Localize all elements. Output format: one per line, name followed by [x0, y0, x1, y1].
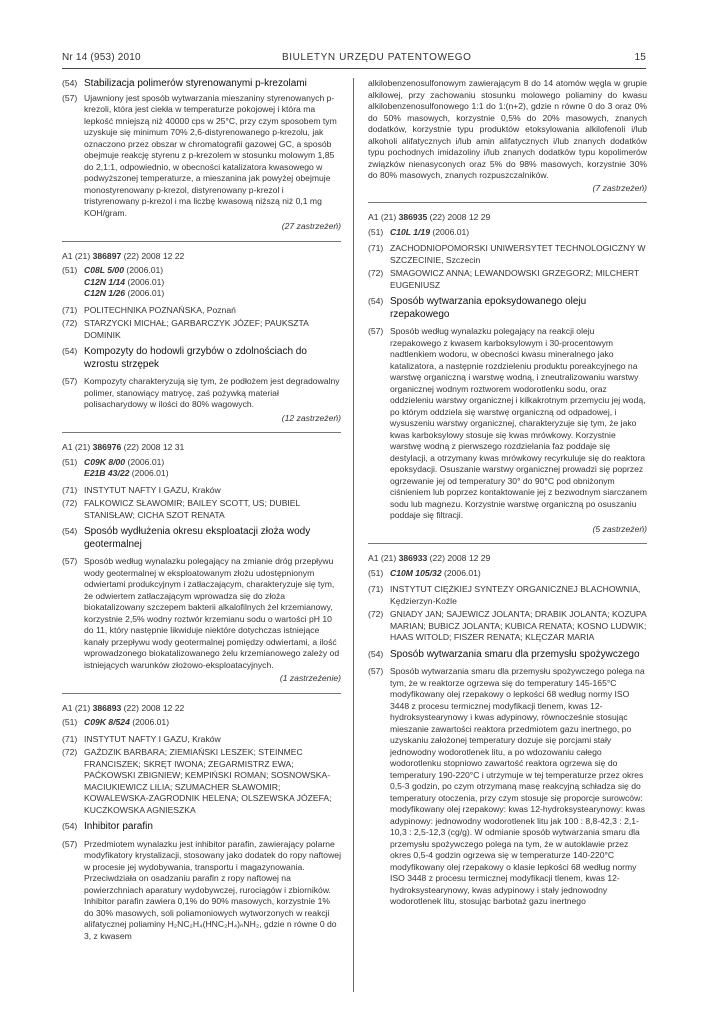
application-line: [368, 553, 647, 565]
classification-code: C10M 105/32: [390, 567, 442, 578]
column-divider: [353, 78, 354, 992]
classification-code: C12N 1/14: [84, 276, 126, 287]
classification-code: C10L 1/19: [390, 226, 430, 237]
kind-code: A1: [62, 702, 75, 713]
classification-code: E21B 43/22: [84, 468, 130, 478]
filing-date: 2008 12 22: [141, 702, 185, 713]
page-number: 15: [634, 52, 646, 63]
classification-row: [390, 227, 647, 239]
application-line: [368, 212, 647, 224]
field-code: (57): [368, 326, 384, 336]
classification-version: (2006.01): [129, 468, 169, 478]
classification-field: [62, 717, 341, 729]
classification-field: [62, 457, 341, 480]
entry-title: Sposób wydłużenia okresu eksploatacji złoża wody geotermalnej: [84, 526, 311, 550]
classification-row: [84, 277, 341, 289]
classification-code: C09K 8/524: [84, 717, 130, 727]
field-code: (54): [62, 821, 78, 831]
abstract-text: Kompozyty charakteryzują się tym, że podłożem jest degradowalny polimer, stanowiący matrycę, zaś pożywką materiał polisacharydowy w ilości do 80% wagowych.: [84, 376, 340, 409]
classification-list: [390, 227, 647, 239]
inventors-field: [62, 747, 341, 816]
entry-separator: [62, 241, 341, 242]
classification-list: [84, 717, 341, 729]
right-column: [368, 78, 647, 910]
patent-entry: [62, 442, 341, 685]
page-header: [62, 52, 646, 68]
inventors-field: [62, 318, 341, 341]
field-value: [390, 666, 647, 908]
inventors-field: [368, 609, 647, 644]
classification-row: [390, 568, 647, 580]
filing-date: 2008 12 31: [141, 442, 185, 452]
field-value: POLITECHNIKA POZNAŃSKA, Poznań: [84, 304, 236, 315]
application-number: 386935: [398, 212, 428, 222]
field-value: [84, 457, 341, 480]
field-value: INSTYTUT NAFTY I GAZU, Kraków: [84, 484, 221, 495]
field-code: (54): [62, 346, 78, 356]
patent-entry: [368, 553, 647, 908]
classification-row: [84, 265, 341, 277]
field-value: [390, 568, 647, 580]
journal-title: BIULETYN URZĘDU PATENTOWEGO: [282, 52, 472, 63]
field-code: (57): [62, 92, 78, 103]
field-value: FALKOWICZ SŁAWOMIR; BAILEY SCOTT, US; DUBIEL STANISŁAW; CICHA SZOT RENATA: [84, 498, 301, 520]
field-code: (57): [368, 666, 384, 676]
abstract-field: [62, 376, 341, 411]
field-value: [84, 93, 341, 220]
classification-row: [84, 468, 341, 480]
application-line: [62, 251, 341, 263]
title-field: [62, 346, 341, 371]
field-code: (71): [62, 733, 78, 744]
abstract-text: Sposób według wynalazku polegający na reakcji oleju rzepakowego z kwasem karboksylowym i 30-procentowym nadtlenkiem wodoru, w obecności kwasu mineralnego jako katalizatora, a następnie rozdzieleniu produktu poreakcyjnego na warstwę organiczną i warstwę wodną, i zneutralizowaniu warstwy organicznej wodnym roztworem wodorotlenku sodu, oraz oddzieleniu warstwy organicznej i kilkakrotnym przemyciu jej wodą, po którym oddziela się warstwę organiczną od odpadowej, i wysuszeniu warstwy organicznej, charakteryzuje się tym, że jako kwas karboksylowy stosuje się kwas mrówkowy. Korzystnie warstwę wodną z pierwszego rozdzielania faz poddaje się destylacji, a otrzymany kwas mrówkowy recyrkuluje się do reaktora epoksydacji. Osuszanie warstwy organicznej prowadzi się poprzez ogrzewanie jej od temperatury 30° do 90°C pod obniżonym ciśnieniem lub poprzez kontaktowanie jej z bezwodnym siarczanem sodu lub magnezu. Korzystnie warstwę organiczną po osuszaniu poddaje się filtracji.: [390, 326, 647, 520]
app-code: (21): [380, 553, 399, 563]
field-code: (51): [62, 717, 78, 727]
abstract-text: Sposób według wynalazku polegający na zmianie dróg przepływu wody geotermalnej w eksploatowanym złożu udostępnionym odwiertami produkcyjnym i zatłaczającym, charakteryzuje się tym, że odwiertem zatłaczającym wprowadza się do złoża biokatalizowany szczepem bakterii alkalofilnych żel krzemianowy, korzystnie 2,5% wodny roztwór krzemianu sodu o wartości pH 10 do 11, który następnie likwiduje niektóre dotychczas istniejące kanały przepływu wody geotermalnej pomiędzy odwiertami, a ilość wprowadzonego biokatalizowanego żelu krzemianowego zależy od istniejących warunków złożowo-eksploatacyjnych.: [84, 556, 340, 670]
entry-title: Stabilizacja polimerów styrenowanymi p-krezolami: [84, 78, 307, 89]
field-value: GNIADY JAN; SAJEWICZ JOLANTA; DRABIK JOLANTA; KOZUPA MARIAN; BUBICZ JOLANTA; KUBICA RENATA; KOSNO LUDWIK; HAAS WITOLD; FISZER RENATA; KLĘCZAR MARIA: [390, 609, 647, 642]
field-code: (57): [62, 838, 78, 849]
kind-code: A1: [62, 442, 75, 452]
date-code: (22): [121, 442, 142, 452]
abstract-text: alkilobenzenosulfonowym zawierającym 8 do 14 atomów węgla w grupie alkilowej, przy zachowaniu stosunku molowego poliaminy do kwasu alkilobenzenosulfonowego 1:1 do 1:(n+2), gdzie n równe 0 do 3 oraz 0% do 50% masowych, korzystnie 0,5% do 20% masowych, znanych dodatków, korzystnie typu produktów etoksylowania alkilofenoli i/lub alkoholi alifatycznych i/lub amin alifatycznych i/lub znanych dodatków typu pochodnych imidazoliny i/lub znanych dodatków typu kopolimerów związków nienasyconych oraz 5% do 98% masowych, korzystnie 30% do 80% masowych, znanych rozpuszczalników.: [368, 78, 647, 180]
inventors-field: [62, 498, 341, 521]
classification-version: (2006.01): [129, 717, 170, 727]
entry-title: Sposób wytwarzania epoksydowanego oleju rzepakowego: [390, 296, 587, 320]
inventors-field: [368, 268, 647, 291]
patent-entry: [62, 703, 341, 943]
app-code: (21): [74, 702, 93, 713]
application-number: 386893: [92, 702, 122, 713]
patent-entry: [368, 212, 647, 535]
field-value: [84, 717, 341, 729]
field-value: [390, 227, 647, 239]
classification-version: (2006.01): [429, 226, 470, 237]
field-value: [84, 556, 341, 671]
classification-version: (2006.01): [125, 288, 165, 298]
entry-separator: [368, 543, 647, 544]
field-code: (51): [62, 265, 78, 275]
kind-code: A1: [62, 250, 75, 261]
applicant-field: [368, 584, 647, 607]
field-value: STARZYCKI MICHAŁ; GARBARCZYK JÓZEF; PAUKSZTA DOMINIK: [84, 318, 309, 340]
field-code: (54): [62, 526, 78, 536]
classification-field: [368, 227, 647, 239]
app-code: (21): [380, 212, 399, 222]
date-code: (22): [121, 702, 142, 713]
classification-row: [84, 457, 341, 469]
application-line: [62, 703, 341, 715]
abstract-text: Sposób wytwarzania smaru dla przemysłu spożywczego polega na tym, że w reaktorze ogrzewa się do temperatury 145-165°C modyfikowany olej rzepakowy o lepkości 68 według normy ISO 3448 z procesu termicznej modyfikacji tlenem, kwas 12-hydroksystearynowy i kwas adypinowy, równocześnie stosując mieszanie zawartości reaktora przedmiotem gazu inertnego, po uzyskaniu założonej temperatury dozuje się porcjami stały jednowodny wodorotlenek litu, a po wdozowaniu całego wodorotlenku stopniowo zawartość reaktora ogrzewa się do temperatury 190-220°C i utrzymuje w tej temperaturze przez okres 0,5-3 godzin, po czym otrzymaną masę reakcyjną schładza się do temperatury otoczenia, przy czym stosuje się proporcje surowców: modyfikowany olej rzepakowy: kwas 12-hydroksystearynowy: kwas adypinowy: jednowodny wodorotlenek litu jak 100 : 8,8-42,3 : 2,1-10,3 : 2,5-12,3 (cg/g). W odmianie sposób wytwarzania smaru dla przemysłu spożywczego polega na tym, że w autoklawie przez okres 0,5-4 godzin ogrzewa się w temperaturze 140-220°C modyfikowany olej rzepakowy o klasie lepkości 68 według normy ISO 3448 z procesu termicznej modyfikacji tlenem, kwas 12-hydroksystearynowy, kwas adypinowy i stały jednowodny wodorotlenek litu, stosując barbotaż gazu inertnego: [390, 666, 646, 906]
date-code: (22): [121, 250, 142, 261]
field-value: [84, 376, 341, 411]
classification-code: C08L 5/00: [84, 265, 124, 275]
classification-row: [84, 288, 341, 300]
classification-field: [368, 568, 647, 580]
abstract-field: [62, 93, 341, 220]
entry-separator: [62, 432, 341, 433]
applicant-field: [62, 305, 341, 317]
title-field: [368, 649, 647, 662]
classification-list: [390, 568, 647, 580]
title-field: [62, 526, 341, 551]
applicant-field: [62, 485, 341, 497]
field-code: (72): [62, 498, 78, 508]
entry-title: Sposób wytwarzania smaru dla przemysłu spożywczego: [390, 648, 640, 660]
applicant-field: [368, 243, 647, 266]
field-code: (71): [62, 484, 78, 495]
field-value: ZACHODNIOPOMORSKI UNIWERSYTET TECHNOLOGICZNY W SZCZECINIE, Szczecin: [390, 243, 646, 265]
field-value: GAŹDZIK BARBARA; ZIEMIAŃSKI LESZEK; STEINMEC FRANCISZEK; SKRĘT IWONA; ZEGARMISTRZ EWA; PAĆKOWSKI ZBIGNIEW; KEMPIŃSKI ROMAN; SOSNOWSKA-MACIUKIEWICZ LILIA; SZUMACHER SŁAWOMIR; KOWALEWSKA-ZAGRODNIK HELENA; OLSZEWSKA JÓZEFA; KUCZKOWSKA AGNIESZKA: [84, 747, 332, 815]
field-value: [84, 265, 341, 300]
header-rule: [62, 68, 646, 69]
kind-code: A1: [368, 553, 381, 563]
patent-entry: [62, 78, 341, 233]
field-code: (57): [62, 556, 78, 566]
field-value: INSTYTUT CIĘŻKIEJ SYNTEZY ORGANICZNEJ BLACHOWNIA, Kędzierzyn-Koźle: [390, 584, 641, 606]
field-code: (71): [368, 243, 384, 253]
field-value: [84, 839, 341, 943]
abstract-text: Przedmiotem wynalazku jest inhibitor parafin, zawierający polarne modyfikatory krystalizacji, stosowany jako dodatek do ropy naftowej w procesie jej wydobywania, transportu i magazynowania. Przeciwdziała on osadzaniu parafin z ropy naftowej na powierzchniach aparatury wydobywczej, rurociągów i zbiorników. Inhibitor parafin zawiera 0,1% do 90% masowych, korzystnie 1% do 30% masowych, soli poliamoniowych wytworzonych w reakcji alifatycznej poliaminy H₂NC₂H₄(HNC₂H₄)ₙNH₂, gdzie n równe 0 do 3, z kwasem: [84, 838, 341, 941]
abstract-field: [62, 556, 341, 671]
classification-list: [84, 457, 341, 480]
entry-title: Inhibitor parafin: [84, 821, 153, 832]
classification-version: (2006.01): [125, 276, 165, 287]
field-value: [390, 326, 647, 522]
field-code: (51): [368, 567, 384, 578]
classification-version: (2006.01): [123, 265, 164, 275]
field-value: [84, 346, 341, 371]
issue-number: Nr 14 (953) 2010: [62, 52, 141, 63]
field-value: [84, 526, 341, 551]
kind-code: A1: [368, 212, 381, 222]
entry-separator: [368, 202, 647, 203]
field-code: (54): [62, 78, 78, 88]
field-value: [84, 78, 341, 91]
application-line: [62, 442, 341, 454]
claims-count: (7 zastrzeżeń): [592, 182, 647, 193]
field-value: [390, 296, 647, 321]
field-value: SMAGOWICZ ANNA; LEWANDOWSKI GRZEGORZ; MILCHERT EUGENIUSZ: [390, 268, 640, 290]
field-code: (51): [368, 226, 384, 237]
claims-count: (12 zastrzeżeń): [281, 412, 341, 423]
claims-count: (1 zastrzeżenie): [279, 673, 341, 683]
left-column: [62, 78, 341, 944]
classification-list: [84, 265, 341, 300]
abstract-field: [368, 326, 647, 522]
patent-entry: [62, 251, 341, 425]
field-value: [390, 649, 647, 662]
classification-code: C09K 8/00: [84, 456, 126, 467]
field-code: (71): [368, 584, 384, 594]
date-code: (22): [427, 553, 448, 563]
entry-separator: [62, 693, 341, 694]
entry-title: Kompozyty do hodowli grzybów o zdolnościach do wzrostu strzępek: [84, 346, 307, 370]
title-field: [368, 296, 647, 321]
abstract-text: Ujawniony jest sposób wytwarzania mieszaniny styrenowanych p-krezoli, która jest ciekła w temperaturze pokojowej i która ma lepkość mniejszą niż 40000 cps w 25°C, przy czym sposobem tym uzyskuje się minimum 70% 2,6-distyrenowanego p-krezolu, jak oznaczono przez obszar w chromatografii gazowej GC, a sposób obejmuje reakcję styrenu z p-krezolem w stosunku molowym 1,85 do 2,1:1, odpowiednio, w obecności katalizatora kwasowego w podwyższonej temperaturze, a mieszanina jak powyżej obejmuje monostyrenowany p-krezol, distyrenowany p-krezol i tristyrenowany p-krezol i ma liczbę kwasową niższą niż 0,1 mg KOH/gram.: [84, 92, 337, 218]
filing-date: 2008 12 29: [447, 212, 491, 222]
classification-code: C12N 1/26: [84, 288, 126, 298]
app-code: (21): [74, 250, 93, 261]
date-code: (22): [427, 212, 448, 222]
applicant-field: [62, 734, 341, 746]
title-field: [62, 821, 341, 834]
field-value: [84, 821, 341, 834]
field-value: INSTYTUT NAFTY I GAZU, Kraków: [84, 733, 221, 744]
field-code: (54): [368, 296, 384, 306]
claims-count: (27 zastrzeżeń): [281, 221, 341, 231]
field-code: (54): [368, 648, 384, 659]
field-code: (51): [62, 456, 78, 467]
classification-field: [62, 265, 341, 300]
classification-row: [84, 717, 341, 729]
field-code: (72): [62, 747, 78, 757]
field-code: (57): [62, 376, 78, 386]
field-code: (71): [62, 304, 78, 315]
abstract-field: [62, 839, 341, 943]
classification-version: (2006.01): [125, 456, 165, 467]
filing-date: 2008 12 29: [447, 553, 491, 563]
classification-version: (2006.01): [441, 567, 481, 578]
filing-date: 2008 12 22: [141, 250, 185, 261]
field-code: (72): [368, 268, 384, 278]
application-number: 386976: [92, 442, 122, 452]
field-code: (72): [368, 609, 384, 619]
title-field: [62, 78, 341, 91]
application-number: 386933: [398, 553, 428, 563]
application-number: 386897: [92, 250, 122, 261]
claims-count: (5 zastrzeżeń): [592, 523, 647, 534]
abstract-field: [368, 666, 647, 908]
app-code: (21): [74, 442, 93, 452]
patent-entry: [368, 78, 647, 194]
field-code: (72): [62, 318, 78, 328]
